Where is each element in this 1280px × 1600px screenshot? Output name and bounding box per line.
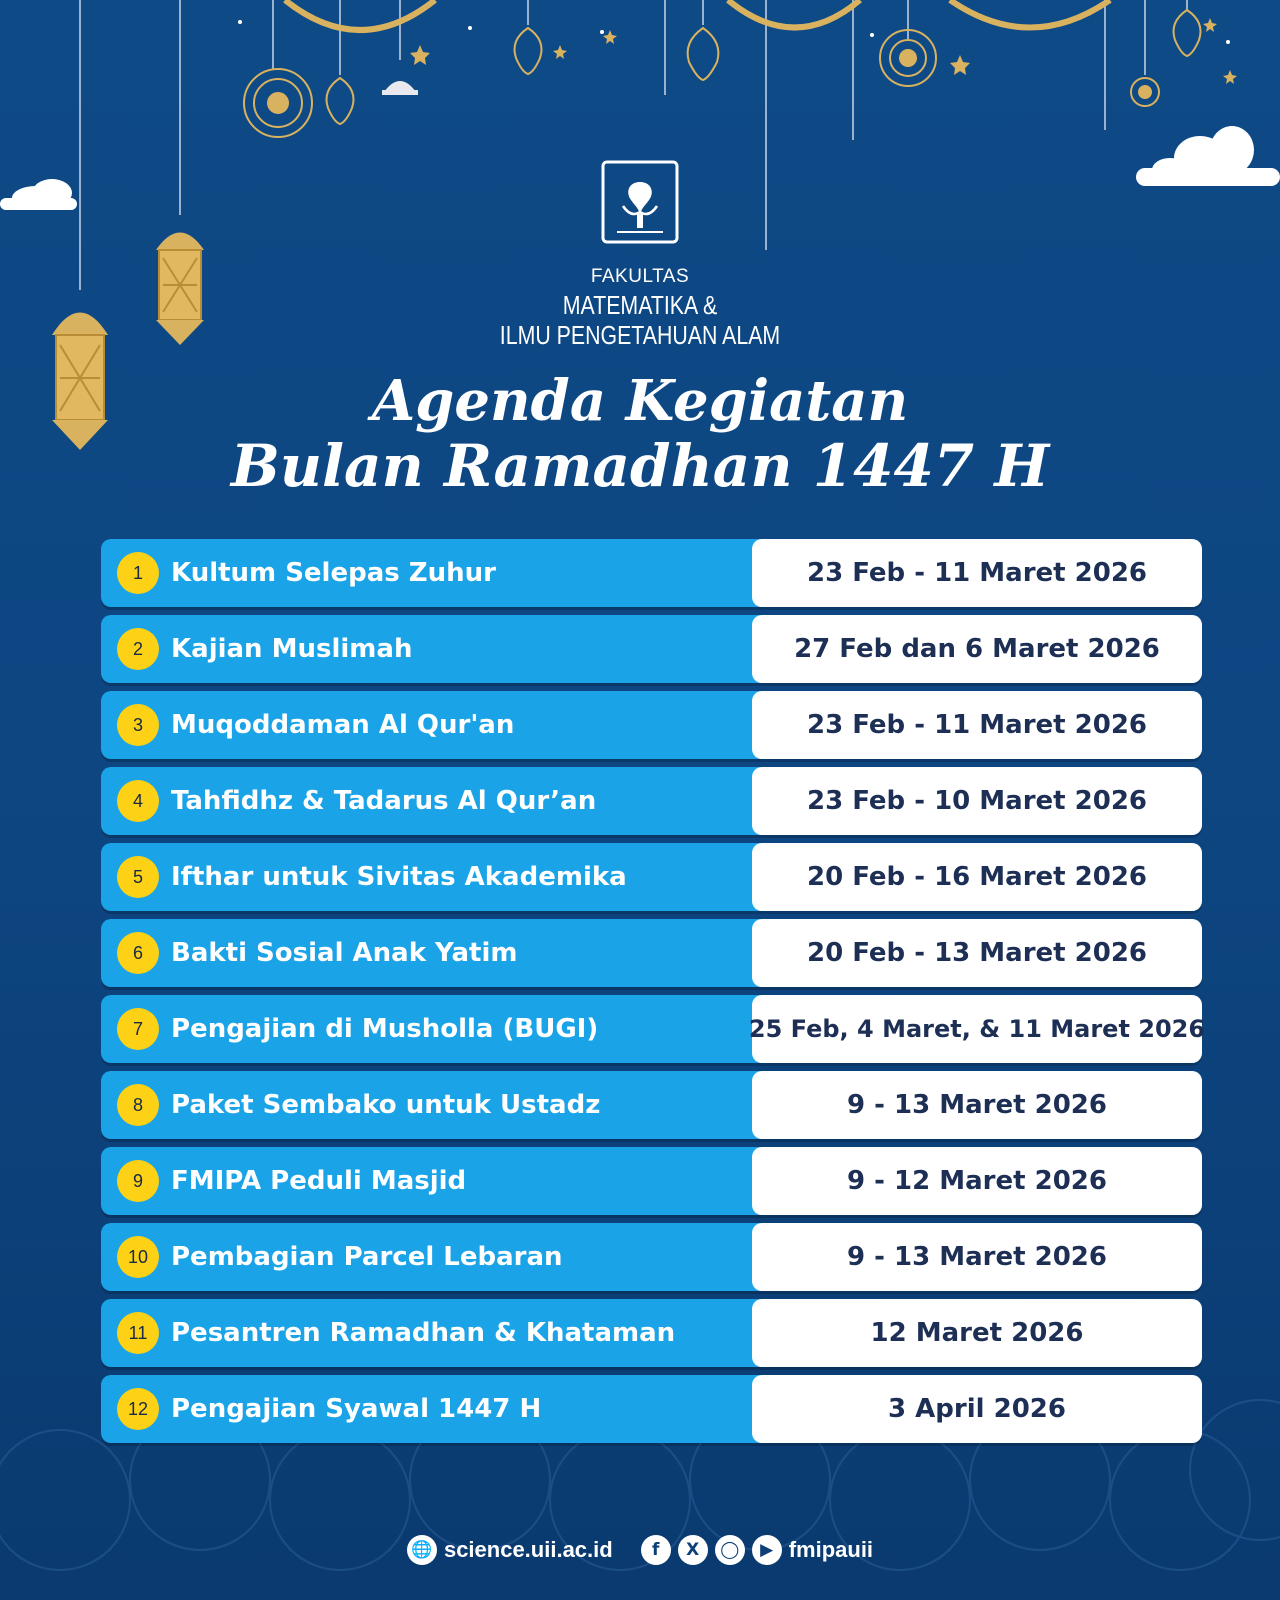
agenda-row bbox=[101, 539, 1202, 607]
agenda-date: 9 - 13 Maret 2026 bbox=[752, 1223, 1202, 1291]
ornament-icon bbox=[327, 10, 1201, 124]
agenda-activity-name: FMIPA Peduli Masjid bbox=[171, 1166, 467, 1196]
medallion-icon bbox=[244, 30, 1159, 137]
page-title-line2: Bulan Ramadhan 1447 H bbox=[230, 432, 1050, 500]
facebook-icon[interactable]: f bbox=[641, 1535, 671, 1565]
page-title-line1: Agenda Kegiatan bbox=[371, 368, 909, 434]
agenda-number-badge: 6 bbox=[117, 932, 159, 974]
agenda-number-badge: 5 bbox=[117, 856, 159, 898]
instagram-icon[interactable]: ◯ bbox=[715, 1535, 745, 1565]
agenda-number-badge: 4 bbox=[117, 780, 159, 822]
university-logo bbox=[601, 160, 679, 244]
agenda-row bbox=[101, 1147, 1202, 1215]
faculty-name-line1: MATEMATIKA & bbox=[562, 290, 718, 320]
agenda-activity-name: Pembagian Parcel Lebaran bbox=[171, 1242, 563, 1272]
agenda-date: 9 - 13 Maret 2026 bbox=[752, 1071, 1202, 1139]
agenda-number-badge: 10 bbox=[117, 1236, 159, 1278]
agenda-date: 23 Feb - 11 Maret 2026 bbox=[752, 539, 1202, 607]
agenda-date: 23 Feb - 10 Maret 2026 bbox=[752, 767, 1202, 835]
footer bbox=[0, 1527, 1280, 1573]
agenda-number-badge: 12 bbox=[117, 1388, 159, 1430]
website-link[interactable]: science.uii.ac.id bbox=[443, 1537, 613, 1562]
agenda-activity-name: Pengajian Syawal 1447 H bbox=[171, 1394, 542, 1424]
agenda-activity-name: Ifthar untuk Sivitas Akademika bbox=[171, 862, 627, 892]
agenda-activity-name: Kajian Muslimah bbox=[171, 634, 413, 664]
agenda-date: 12 Maret 2026 bbox=[752, 1299, 1202, 1367]
agenda-date: 23 Feb - 11 Maret 2026 bbox=[752, 691, 1202, 759]
agenda-row bbox=[101, 1375, 1202, 1443]
faculty-label: FAKULTAS bbox=[590, 266, 690, 287]
agenda-date: 20 Feb - 13 Maret 2026 bbox=[752, 919, 1202, 987]
agenda-row bbox=[101, 919, 1202, 987]
star-icon bbox=[410, 18, 1237, 84]
agenda-activity-name: Tahfidhz & Tadarus Al Qur’an bbox=[171, 786, 597, 816]
agenda-number-badge: 3 bbox=[117, 704, 159, 746]
social-handle[interactable]: fmipauii bbox=[788, 1537, 874, 1562]
cloud-icon bbox=[0, 179, 77, 210]
agenda-number-badge: 9 bbox=[117, 1160, 159, 1202]
agenda-date: 3 April 2026 bbox=[752, 1375, 1202, 1443]
faculty-name-line2: ILMU PENGETAHUAN ALAM bbox=[499, 320, 781, 350]
agenda-number-badge: 11 bbox=[117, 1312, 159, 1354]
youtube-icon[interactable]: ▶ bbox=[752, 1535, 782, 1565]
agenda-number-badge: 7 bbox=[117, 1008, 159, 1050]
globe-icon[interactable]: 🌐 bbox=[407, 1535, 437, 1565]
lamp-icon bbox=[382, 81, 418, 95]
agenda-row bbox=[101, 615, 1202, 683]
agenda-number-badge: 1 bbox=[117, 552, 159, 594]
agenda-row bbox=[101, 767, 1202, 835]
agenda-number-badge: 8 bbox=[117, 1084, 159, 1126]
agenda-row bbox=[101, 691, 1202, 759]
agenda-list bbox=[101, 539, 1206, 1451]
agenda-date: 9 - 12 Maret 2026 bbox=[752, 1147, 1202, 1215]
x-icon[interactable]: X bbox=[678, 1535, 708, 1565]
agenda-row bbox=[101, 995, 1206, 1063]
agenda-activity-name: Pesantren Ramadhan & Khataman bbox=[171, 1318, 676, 1348]
garland bbox=[285, 0, 1110, 30]
agenda-activity-name: Muqoddaman Al Qur'an bbox=[171, 710, 515, 740]
agenda-row bbox=[101, 1223, 1202, 1291]
agenda-activity-name: Paket Sembako untuk Ustadz bbox=[171, 1090, 601, 1120]
agenda-date: 20 Feb - 16 Maret 2026 bbox=[752, 843, 1202, 911]
agenda-date: 25 Feb, 4 Maret, & 11 Maret 2026 bbox=[752, 995, 1202, 1063]
agenda-row bbox=[101, 1299, 1202, 1367]
agenda-activity-name: Pengajian di Musholla (BUGI) bbox=[171, 1014, 599, 1044]
agenda-activity-name: Kultum Selepas Zuhur bbox=[171, 558, 496, 588]
cloud-icon bbox=[1136, 126, 1280, 186]
agenda-row bbox=[101, 1071, 1202, 1139]
agenda-number-badge: 2 bbox=[117, 628, 159, 670]
agenda-date: 27 Feb dan 6 Maret 2026 bbox=[752, 615, 1202, 683]
agenda-row bbox=[101, 843, 1202, 911]
agenda-activity-name: Bakti Sosial Anak Yatim bbox=[171, 938, 518, 968]
